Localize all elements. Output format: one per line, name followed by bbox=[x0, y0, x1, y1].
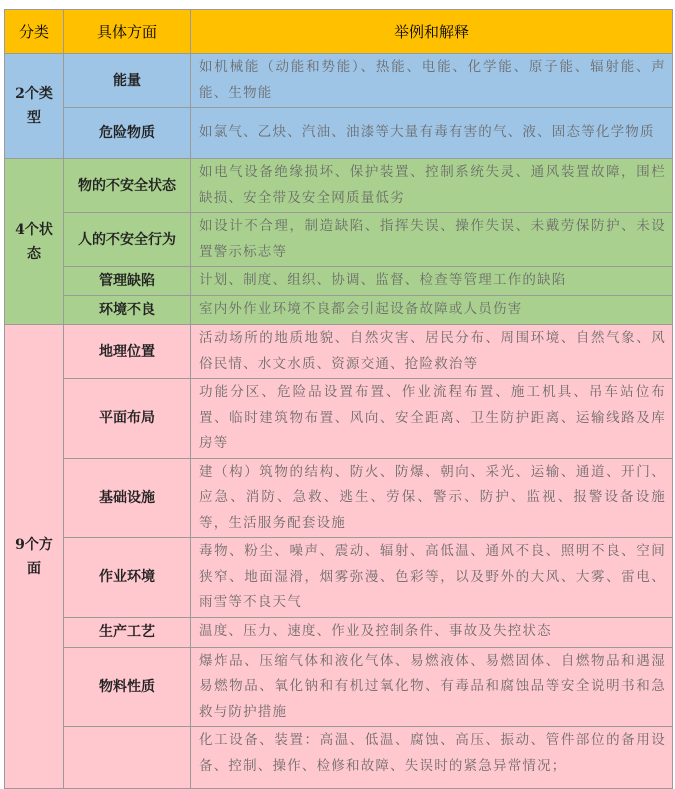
aspect-cell: 作业环境 bbox=[64, 538, 191, 618]
desc-cell: 室内外作业环境不良都会引起设备故障或人员伤害 bbox=[191, 296, 673, 325]
desc-cell: 毒物、粉尘、噪声、震动、辐射、高低温、通风不良、照明不良、空间狭窄、地面湿滑，烟雾弥漫、色彩等，以及野外的大风、大雾、雷电、雨雪等不良天气 bbox=[191, 538, 673, 618]
aspect-cell: 物料性质 bbox=[64, 647, 191, 727]
desc-cell: 爆炸品、压缩气体和液化气体、易燃液体、易燃固体、自燃物品和遇湿易燃物品、氧化钠和有机过氧化物、有毒品和腐蚀品等安全说明书和急救与防护措施 bbox=[191, 647, 673, 727]
aspect-cell: 物的不安全状态 bbox=[64, 159, 191, 213]
aspect-cell: 基础设施 bbox=[64, 458, 191, 538]
category-cell: 9个方面 bbox=[5, 325, 64, 789]
table-row bbox=[5, 213, 673, 267]
table-row bbox=[5, 647, 673, 727]
desc-cell: 化工设备、装置：高温、低温、腐蚀、高压、振动、管件部位的备用设备、控制、操作、检修和故障、失误时的紧急异常情况； bbox=[191, 727, 673, 789]
header-row bbox=[5, 10, 673, 54]
header-category: 分类 bbox=[5, 10, 64, 54]
aspect-cell: 生产工艺 bbox=[64, 617, 191, 647]
desc-cell: 活动场所的地质地貌、自然灾害、居民分布、周围环境、自然气象、风俗民情、水文水质、资源交通、抢险救治等 bbox=[191, 325, 673, 379]
desc-cell: 功能分区、危险品设置布置、作业流程布置、施工机具、吊车站位布置、临时建筑物布置、风向、安全距离、卫生防护距离、运输线路及库房等 bbox=[191, 379, 673, 459]
aspect-cell: 环境不良 bbox=[64, 296, 191, 325]
aspect-cell: 平面布局 bbox=[64, 379, 191, 459]
aspect-cell: 危险物质 bbox=[64, 108, 191, 159]
table-row bbox=[5, 54, 673, 108]
table-row bbox=[5, 296, 673, 325]
category-cell: 2个类型 bbox=[5, 54, 64, 159]
desc-cell: 如氯气、乙炔、汽油、油漆等大量有毒有害的气、液、固态等化学物质 bbox=[191, 108, 673, 159]
desc-cell: 如设计不合理，制造缺陷、指挥失误、操作失误、未戴劳保防护、未设置警示标志等 bbox=[191, 213, 673, 267]
desc-cell: 如电气设备绝缘损坏、保护装置、控制系统失灵、通风装置故障，围栏缺损、安全带及安全网质量低劣 bbox=[191, 159, 673, 213]
desc-cell: 温度、压力、速度、作业及控制条件、事故及失控状态 bbox=[191, 617, 673, 647]
header-aspect: 具体方面 bbox=[64, 10, 191, 54]
table-row bbox=[5, 325, 673, 379]
table-row bbox=[5, 379, 673, 459]
aspect-cell bbox=[64, 727, 191, 789]
desc-cell: 建（构）筑物的结构、防火、防爆、朝向、采光、运输、通道、开门、应急、消防、急救、逃生、劳保、警示、防护、监视、报警设备设施等，生活服务配套设施 bbox=[191, 458, 673, 538]
table-row bbox=[5, 617, 673, 647]
table-row bbox=[5, 458, 673, 538]
table-row bbox=[5, 159, 673, 213]
aspect-cell: 能量 bbox=[64, 54, 191, 108]
desc-cell: 如机械能（动能和势能）、热能、电能、化学能、原子能、辐射能、声能、生物能 bbox=[191, 54, 673, 108]
table-row bbox=[5, 267, 673, 296]
header-examples: 举例和解释 bbox=[191, 10, 673, 54]
hazard-table bbox=[4, 9, 673, 789]
aspect-cell: 人的不安全行为 bbox=[64, 213, 191, 267]
desc-cell: 计划、制度、组织、协调、监督、检查等管理工作的缺陷 bbox=[191, 267, 673, 296]
aspect-cell: 管理缺陷 bbox=[64, 267, 191, 296]
category-cell: 4个状态 bbox=[5, 159, 64, 325]
table-row bbox=[5, 727, 673, 789]
table-row bbox=[5, 538, 673, 618]
table-row bbox=[5, 108, 673, 159]
aspect-cell: 地理位置 bbox=[64, 325, 191, 379]
